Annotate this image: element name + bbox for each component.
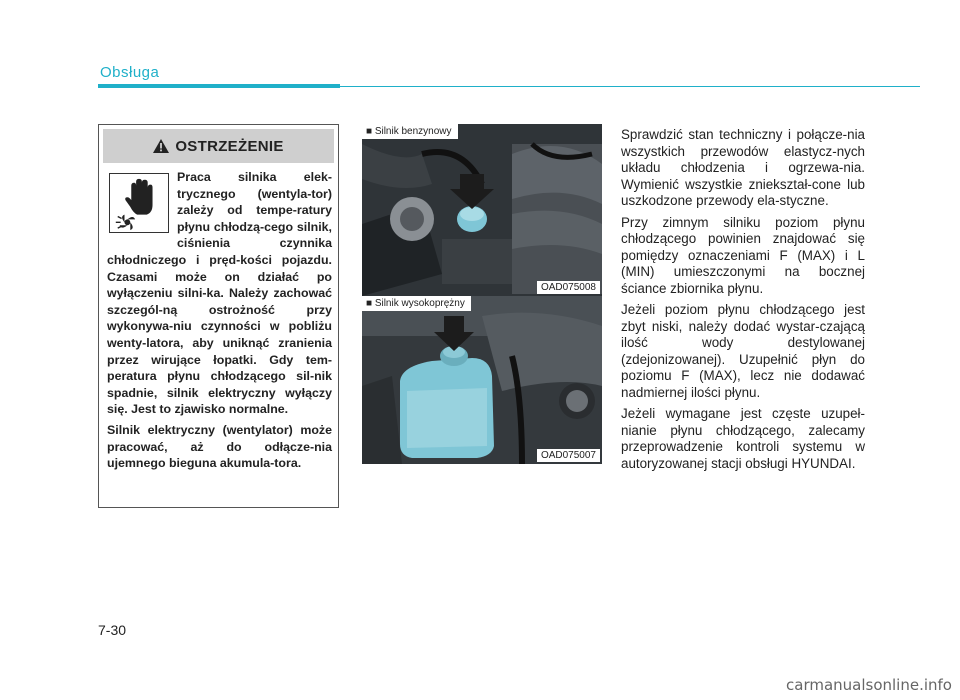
warning-title: OSTRZEŻENIE (175, 137, 284, 155)
body-paragraph-4: Jeżeli wymagane jest częste uzupeł-nianie płynu chłodzącego, zalecamy przeprowadzenie kontroli systemu w autoryzowanej stacji obsługi HYUNDAI. (621, 406, 865, 471)
warning-paragraph-2: Silnik elektryczny (wentylator) może pracować, aż do odłącze-nia ujemnego bieguna akumula-tora. (107, 422, 332, 471)
engine-photo-diesel (362, 296, 602, 464)
figure-label-diesel: ■ Silnik wysokoprężny (362, 296, 471, 311)
hand-stop-fan-icon (109, 173, 169, 233)
section-title: Obsługa (100, 64, 160, 81)
warning-paragraph-1: Praca silnika elek-trycznego (wentyla-tor) zależy od tempe-ratury płynu chłodzą-cego silnik, ciśnienia czynnika chłodniczego i pręd-kości pojazdu. Czasami może on działać po wyłączeniu silni-ka. Należy zachować szczegól-ną ostrożność przy wykonywa-niu czynności w pobliżu wenty-latora, aby uniknąć zranienia przez wirujące łopatki. Gdy tem-peratura płynu chłodzącego sil-nik spadnie, silnik elektryczny wyłączy się. Jest to zjawisko normalne. (107, 170, 332, 417)
figure-code-petrol: OAD075008 (537, 281, 600, 294)
body-text-column (621, 127, 865, 477)
warning-box (98, 124, 339, 508)
warning-body (99, 163, 338, 472)
body-paragraph-2: Przy zimnym silniku poziom płynu chłodzącego powinien znajdować się pomiędzy oznaczeniami F (MAX) i L (MIN) umieszczonymi na bocznej ściance zbiornika płynu. (621, 214, 865, 296)
engine-photo-petrol (362, 124, 602, 296)
page-number: 7-30 (98, 622, 127, 638)
warning-header (103, 129, 334, 163)
body-paragraph-1: Sprawdzić stan techniczny i połącze-nia wszystkich przewodów elastycz-nych układu chłodzenia i ogrzewa-nia. Wymienić wszystkie zniekształ-cone lub uszkodzone przewody ela-styczne. (621, 127, 865, 208)
warning-triangle-icon (153, 139, 169, 153)
body-paragraph-3: Jeżeli poziom płynu chłodzącego jest zbyt niski, należy dodać wystar-czającą ilość wody destylowanej (zdejonizowanej). Uzupełnić płyn do poziomu F (MAX), lecz nie dodawać nadmiernej ilości płynu. (621, 302, 865, 400)
figure-code-diesel: OAD075007 (537, 449, 600, 462)
figure-label-petrol: ■ Silnik benzynowy (362, 124, 458, 139)
header-rule-thin (340, 86, 920, 87)
header-rule-thick (98, 84, 340, 88)
watermark: carmanualsonline.info (786, 676, 952, 694)
